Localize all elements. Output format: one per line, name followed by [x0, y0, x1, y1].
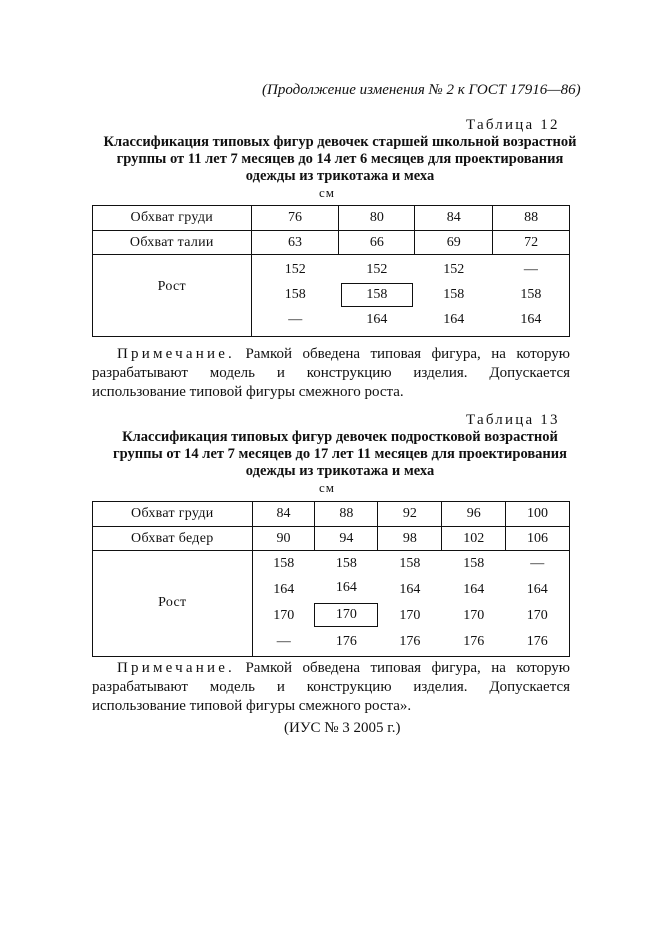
growth-column — [339, 255, 415, 337]
table-13 — [92, 501, 570, 657]
cell: 88 — [493, 206, 570, 231]
table-12-title-line-1: Классификация типовых фигур девочек старшей школьной возрастной — [103, 134, 577, 150]
table-12-title — [60, 134, 620, 185]
cell: 100 — [506, 502, 570, 527]
typical-figure-frame: 170 — [315, 604, 377, 626]
row-label-height: Рост — [93, 255, 252, 337]
cell: 69 — [415, 231, 493, 255]
cell: — — [276, 633, 291, 649]
table-row — [93, 206, 570, 231]
growth-column — [442, 551, 506, 657]
cell: 152 — [366, 261, 388, 277]
note-prefix: Примечание. — [117, 346, 236, 362]
cell: 158 — [463, 555, 485, 571]
row-label-hips: Обхват бедер — [93, 527, 253, 551]
footer-source: (ИУС № 3 2005 г.) — [284, 720, 401, 736]
cell: 158 — [520, 286, 542, 302]
note-text: Рамкой обведена типовая фигура, на которую разрабатывают модель и конструкцию изделия. Допускается использование типовой фигуры смежного роста. — [92, 346, 571, 400]
cell: 170 — [399, 607, 421, 623]
cell: 158 — [443, 286, 465, 302]
cell: 102 — [442, 527, 506, 551]
growth-column — [252, 551, 315, 657]
cell: 170 — [273, 607, 295, 623]
cell: 164 — [463, 581, 485, 597]
cell: 176 — [463, 633, 485, 649]
cell: 92 — [378, 502, 442, 527]
cell: 63 — [251, 231, 339, 255]
cell: — — [288, 311, 303, 327]
table-12-title-line-3: одежды из трикотажа и меха — [245, 168, 435, 184]
growth-column — [378, 551, 442, 657]
cell: 176 — [526, 633, 548, 649]
cell: 164 — [443, 311, 465, 327]
cell: 164 — [335, 579, 357, 595]
cell: 164 — [399, 581, 421, 597]
table-12 — [92, 205, 570, 337]
table-13-unit: см — [319, 480, 335, 495]
cell: 170 — [463, 607, 485, 623]
table-12-title-line-2: группы от 11 лет 7 месяцев до 14 лет 6 месяцев для проектирования — [116, 151, 564, 167]
cell: 80 — [339, 206, 415, 231]
cell: 170 — [526, 607, 548, 623]
cell: 84 — [252, 502, 315, 527]
cell: 158 — [273, 555, 295, 571]
row-label-height: Рост — [93, 551, 253, 657]
table-row-growth — [93, 551, 570, 657]
cell: 176 — [335, 633, 357, 649]
cell: 152 — [284, 261, 306, 277]
table-row — [93, 502, 570, 527]
growth-column — [251, 255, 339, 337]
table-13-title-line-3: одежды из трикотажа и меха — [245, 463, 435, 479]
row-label-waist: Обхват талии — [93, 231, 252, 255]
cell: 94 — [315, 527, 378, 551]
cell: 96 — [442, 502, 506, 527]
table-12-label: Таблица 12 — [466, 117, 560, 133]
cell: 72 — [493, 231, 570, 255]
cell: 164 — [366, 311, 388, 327]
cell: — — [523, 261, 538, 277]
growth-column — [506, 551, 570, 657]
table-12-unit: см — [319, 185, 335, 200]
table-13-title-line-2: группы от 14 лет 7 месяцев до 17 лет 11 месяцев для проектирования — [113, 446, 567, 462]
cell: 84 — [415, 206, 493, 231]
table-row — [93, 527, 570, 551]
growth-column — [415, 255, 493, 337]
cell: 90 — [252, 527, 315, 551]
cell: 66 — [339, 231, 415, 255]
page-header: (Продолжение изменения № 2 к ГОСТ 17916—86) — [262, 82, 581, 98]
typical-figure-frame: 158 — [342, 284, 412, 306]
cell: 106 — [506, 527, 570, 551]
growth-column — [315, 551, 378, 657]
table-13-title — [60, 429, 620, 480]
row-label-chest: Обхват груди — [93, 502, 253, 527]
cell: 164 — [520, 311, 542, 327]
cell: 158 — [335, 555, 357, 571]
table-row — [93, 231, 570, 255]
cell: 88 — [315, 502, 378, 527]
table-13-label: Таблица 13 — [466, 412, 560, 428]
row-label-chest: Обхват груди — [93, 206, 252, 231]
cell: 98 — [378, 527, 442, 551]
cell: 152 — [443, 261, 465, 277]
note-text: Рамкой обведена типовая фигура, на которую разрабатывают модель и конструкцию изделия. Допускается использование типовой фигуры смежного роста». — [92, 660, 571, 714]
table-13-title-line-1: Классификация типовых фигур девочек подростковой возрастной — [122, 429, 558, 445]
table-row-growth — [93, 255, 570, 337]
growth-column — [493, 255, 570, 337]
cell: 158 — [399, 555, 421, 571]
cell: 176 — [399, 633, 421, 649]
table-12-note — [92, 345, 570, 402]
cell: — — [530, 555, 545, 571]
cell: 76 — [251, 206, 339, 231]
cell: 164 — [526, 581, 548, 597]
table-13-note — [92, 659, 570, 716]
note-prefix: Примечание. — [117, 660, 236, 676]
cell: 164 — [273, 581, 295, 597]
cell: 158 — [284, 286, 306, 302]
